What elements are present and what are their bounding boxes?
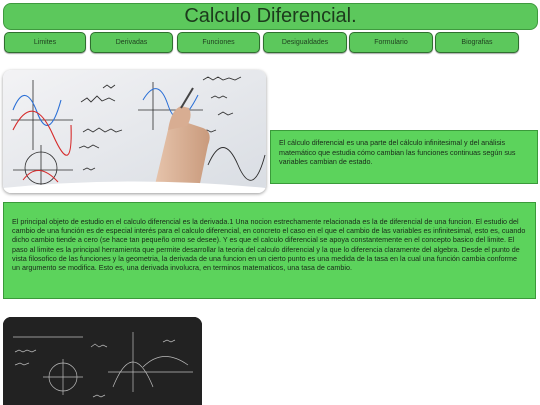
nav-button-desigualdades[interactable]: Desigualdades [263,32,347,53]
math-illustration [3,70,266,193]
chalkboard-image [3,317,202,405]
nav-button-limites[interactable]: Limites [4,32,86,53]
nav-button-funciones[interactable]: Funciones [177,32,260,53]
content-text-box [3,202,536,299]
intro-text-box [270,130,538,184]
intro-paragraph: El cálculo diferencial es una parte del cálculo infinitesimal y del análisis matemático que estudia cómo cambian las funciones continuas según sus variables cambian de estado. [279,138,516,166]
hero-image-math-hand [3,70,266,193]
chalkboard-illustration [3,317,202,405]
nav-button-biografias[interactable]: Biografias [435,32,519,53]
content-paragraph: El principal objeto de estudio en el calculo diferencial es la derivada.1 Una nocion estrechamente relacionada es la de diferencial de una funcion. El estudio del cambio de una función es de especial interés para el calculo diferencial, en concreto el caso en el que el cambio de las variables es infinitesimal, esto es, cuando dicho cambio tiende a cero (se hace tan pequeño omo se desee). Y es que el calculo diferencial se apoya constantemente en el concepto basico del limite. El paso al limite es la principal herramienta que permite desarrollar la teoria del calculo diferencial y la que lo diferencia claramente del algebra. Desde el punto de vista filosofico de las funciones y la geometria, la derivada de una funcion en un cierto punto es una medida de la tasa en la cual una función cambia conforme un argumento se modifica. Esto es, una derivada involucra, en terminos matematicos, una tasa de cambio. [12,217,526,273]
page-header [3,3,538,30]
nav-button-derivadas[interactable]: Derivadas [90,32,173,53]
page-title: Calculo Diferencial. [184,5,357,27]
nav-button-formulario[interactable]: Formulario [349,32,433,53]
